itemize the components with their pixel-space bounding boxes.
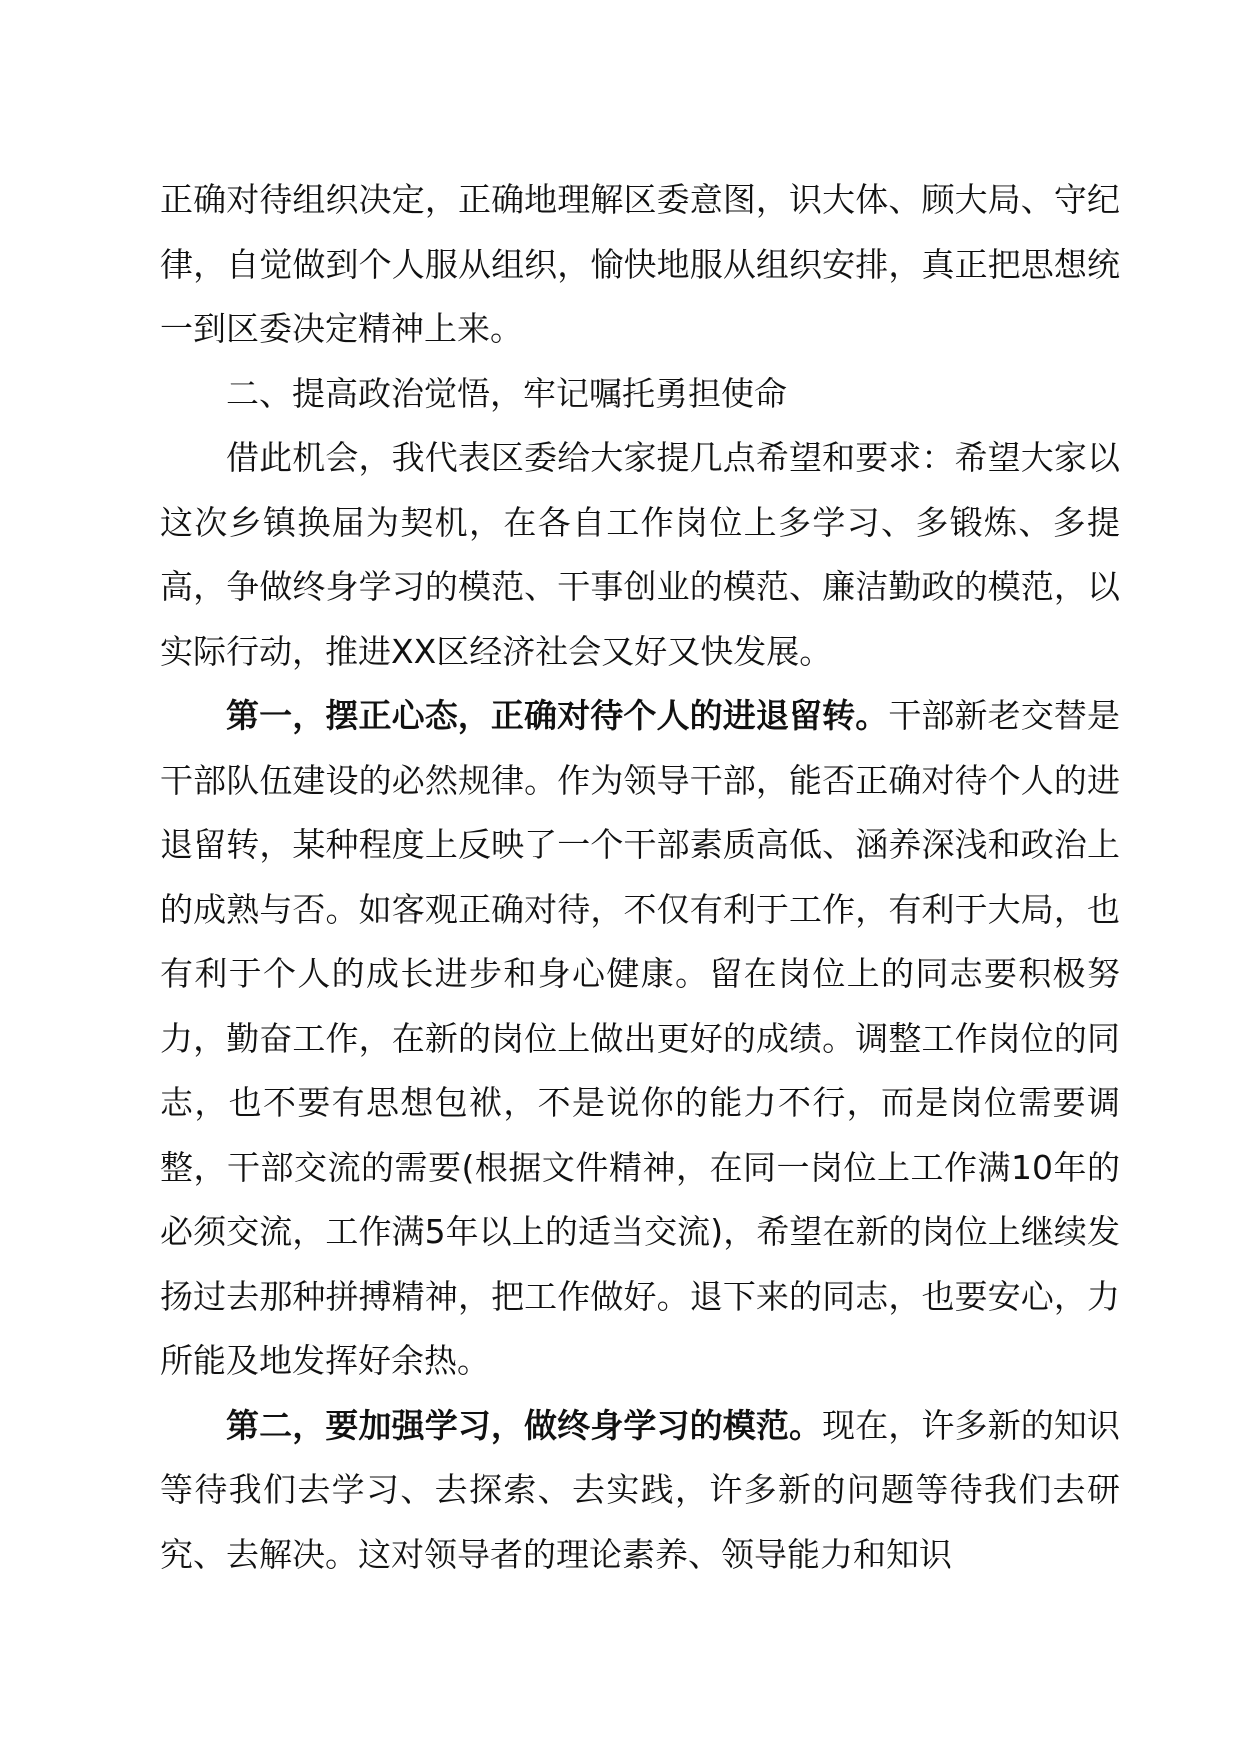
paragraph-point-one [160,684,1120,1394]
document-body [160,168,1120,1587]
paragraph-continuation [160,168,1120,362]
point-heading: 第一，摆正心态，正确对待个人的进退留转。 [226,696,889,735]
section-heading [160,362,1120,427]
paragraph-text: 现在，许多新的知识等待我们去学习、去探索、去实践，许多新的问题等待我们去研究、去解决。这对领导者的理论素养、领导能力和知识 [160,1405,1121,1574]
paragraph-intro [160,426,1120,684]
paragraph-text: 干部新老交替是干部队伍建设的必然规律。作为领导干部，能否正确对待个人的进退留转，某种程度上反映了一个干部素质高低、涵养深浅和政治上的成熟与否。如客观正确对待，不仅有利于工作，有利于大局，也有利于个人的成长进步和身心健康。留在岗位上的同志要积极努力，勤奋工作，在新的岗位上做出更好的成绩。调整工作岗位的同志，也不要有思想包袱，不是说你的能力不行，而是岗位需要调整，干部交流的需要(根据文件精神，在同一岗位上工作满10年的必须交流，工作满5年以上的适当交流)，希望在新的岗位上继续发扬过去那种拼搏精神，把工作做好。退下来的同志，也要安心，力所能及地发挥好余热。 [160,696,1121,1380]
point-heading: 第二，要加强学习，做终身学习的模范。 [226,1405,823,1445]
paragraph-text: 借此机会，我代表区委给大家提几点希望和要求：希望大家以这次乡镇换届为契机，在各自工作岗位上多学习、多锻炼、多提高，争做终身学习的模范、干事创业的模范、廉洁勤政的模范，以实际行动，推进XX区经济社会又好又快发展。 [160,438,1120,671]
paragraph-point-two [160,1394,1120,1588]
paragraph-text: 正确对待组织决定，正确地理解区委意图，识大体、顾大局、守纪律，自觉做到个人服从组织，愉快地服从组织安排，真正把思想统一到区委决定精神上来。 [160,180,1120,348]
section-heading-text: 二、提高政治觉悟，牢记嘱托勇担使命 [226,373,787,413]
